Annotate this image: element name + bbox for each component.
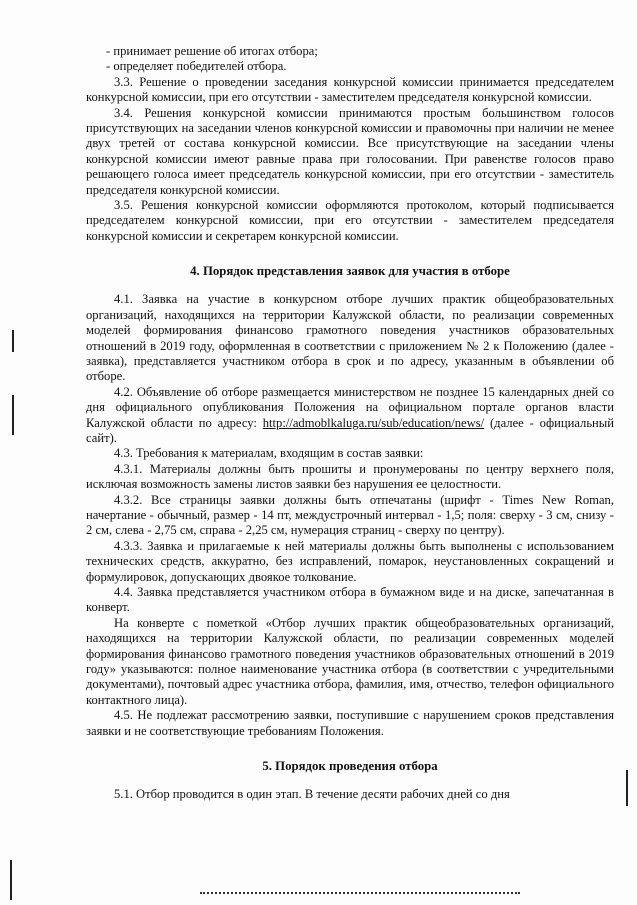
paragraph-4-1: 4.1. Заявка на участие в конкурсном отборе лучших практик общеобразовательных организаций, находящихся на территории Калужской области, по реализации современных моделей формирования финансово грамотного поведения участников образовательных отношений в 2019 году, оформленная в соответствии с приложением № 2 к Положению (далее - заявка), представляется участником отбора в срок и по адресу, указанным в объявлении об отборе. (86, 292, 614, 384)
paragraph-4-4: 4.4. Заявка представляется участником отбора в бумажном виде и на диске, запечатанная в конверт. (86, 585, 614, 615)
paragraph-4-2 (86, 385, 614, 447)
paragraph-4-3-2: 4.3.2. Все страницы заявки должны быть отпечатаны (шрифт - Times New Roman, начертание - обычный, размер - 14 пт, междустрочный интервал - 1,5; поля: сверху - 3 см, снизу - 2 см, слева - 2,75 см, справа - 2,25 см, нумерация страниц - сверху по центру). (86, 492, 614, 538)
paragraph-5-1: 5.1. Отбор проводится в один этап. В течение десяти рабочих дней со дня (114, 787, 510, 802)
paragraph-4-3: 4.3. Требования к материалам, входящим в состав заявки: (114, 446, 424, 461)
scan-edge-mark (626, 770, 628, 806)
document-body (86, 44, 614, 802)
scan-edge-mark (12, 395, 14, 435)
section-5-heading: 5. Порядок проведения отбора (262, 759, 438, 774)
paragraph-3-5: 3.5. Решения конкурсной комиссии оформляются протоколом, который подписывается председателем конкурсной комиссии, при его отсутствии - заместителем председателя конкурсной комиссии и секретарем конкурсной комиссии. (86, 198, 614, 243)
paragraph-4-2-tail: (далее - официальный сайт). (86, 415, 614, 445)
section-4-heading: 4. Порядок представления заявок для участия в отборе (190, 264, 510, 279)
paragraph-4-5: 4.5. Не подлежат рассмотрению заявки, поступившие с нарушением сроков представления заявки и не соответствующие требованиям Положения. (86, 708, 614, 738)
list-item: - принимает решение об итогах отбора; (106, 44, 318, 58)
portal-link[interactable]: http://admoblkaluga.ru/sub/education/news/ (262, 415, 485, 430)
paragraph-3-3: 3.3. Решение о проведении заседания конкурсной комиссии принимается председателем конкурсной комиссии, при его отсутствии - заместителем председателя конкурсной комиссии. (86, 74, 614, 105)
paragraph-3-4: 3.4. Решения конкурсной комиссии принимаются простым большинством голосов присутствующих на заседании членов конкурсной комиссии и правомочны при наличии не менее двух третей от состава конкурсной комиссии. Все присутствующие на заседании члены конкурсной комиссии имеют равные права при голосовании. При равенстве голосов право решающего голоса имеет председатель конкурсной комиссии, при его отсутствии - заместитель председателя конкурсной комиссии. (86, 105, 614, 197)
scan-edge-mark (10, 860, 12, 900)
list-item: - определяет победителей отбора. (106, 59, 287, 74)
scan-edge-mark (12, 330, 14, 352)
paragraph-4-2-text: 4.2. Объявление об отборе размещается министерством не позднее 15 календарных дней со дня официального опубликования Положения на официальном портале органов власти Калужской области по адресу: (86, 384, 614, 430)
scan-bottom-edge (200, 889, 520, 894)
paragraph-4-4-envelope: На конверте с пометкой «Отбор лучших практик общеобразовательных организаций, находящихся на территории Калужской области, по реализации современных моделей формирования финансово грамотного поведения участников образовательных отношений в 2019 году» указываются: полное наименование участника отбора (в соответствии с учредительными документами), почтовый адрес участника отбора, фамилия, имя, отчество, телефон официального контактного лица). (86, 615, 614, 707)
paragraph-4-3-3: 4.3.3. Заявка и прилагаемые к ней материалы должны быть выполнены с использованием технических средств, аккуратно, без исправлений, помарок, неустановленных сокращений и формулировок, допускающих двоякое толкование. (86, 538, 614, 584)
paragraph-4-3-1: 4.3.1. Материалы должны быть прошиты и пронумерованы по центру верхнего поля, исключая возможность замены листов заявки без нарушения ее целостности. (86, 461, 614, 492)
